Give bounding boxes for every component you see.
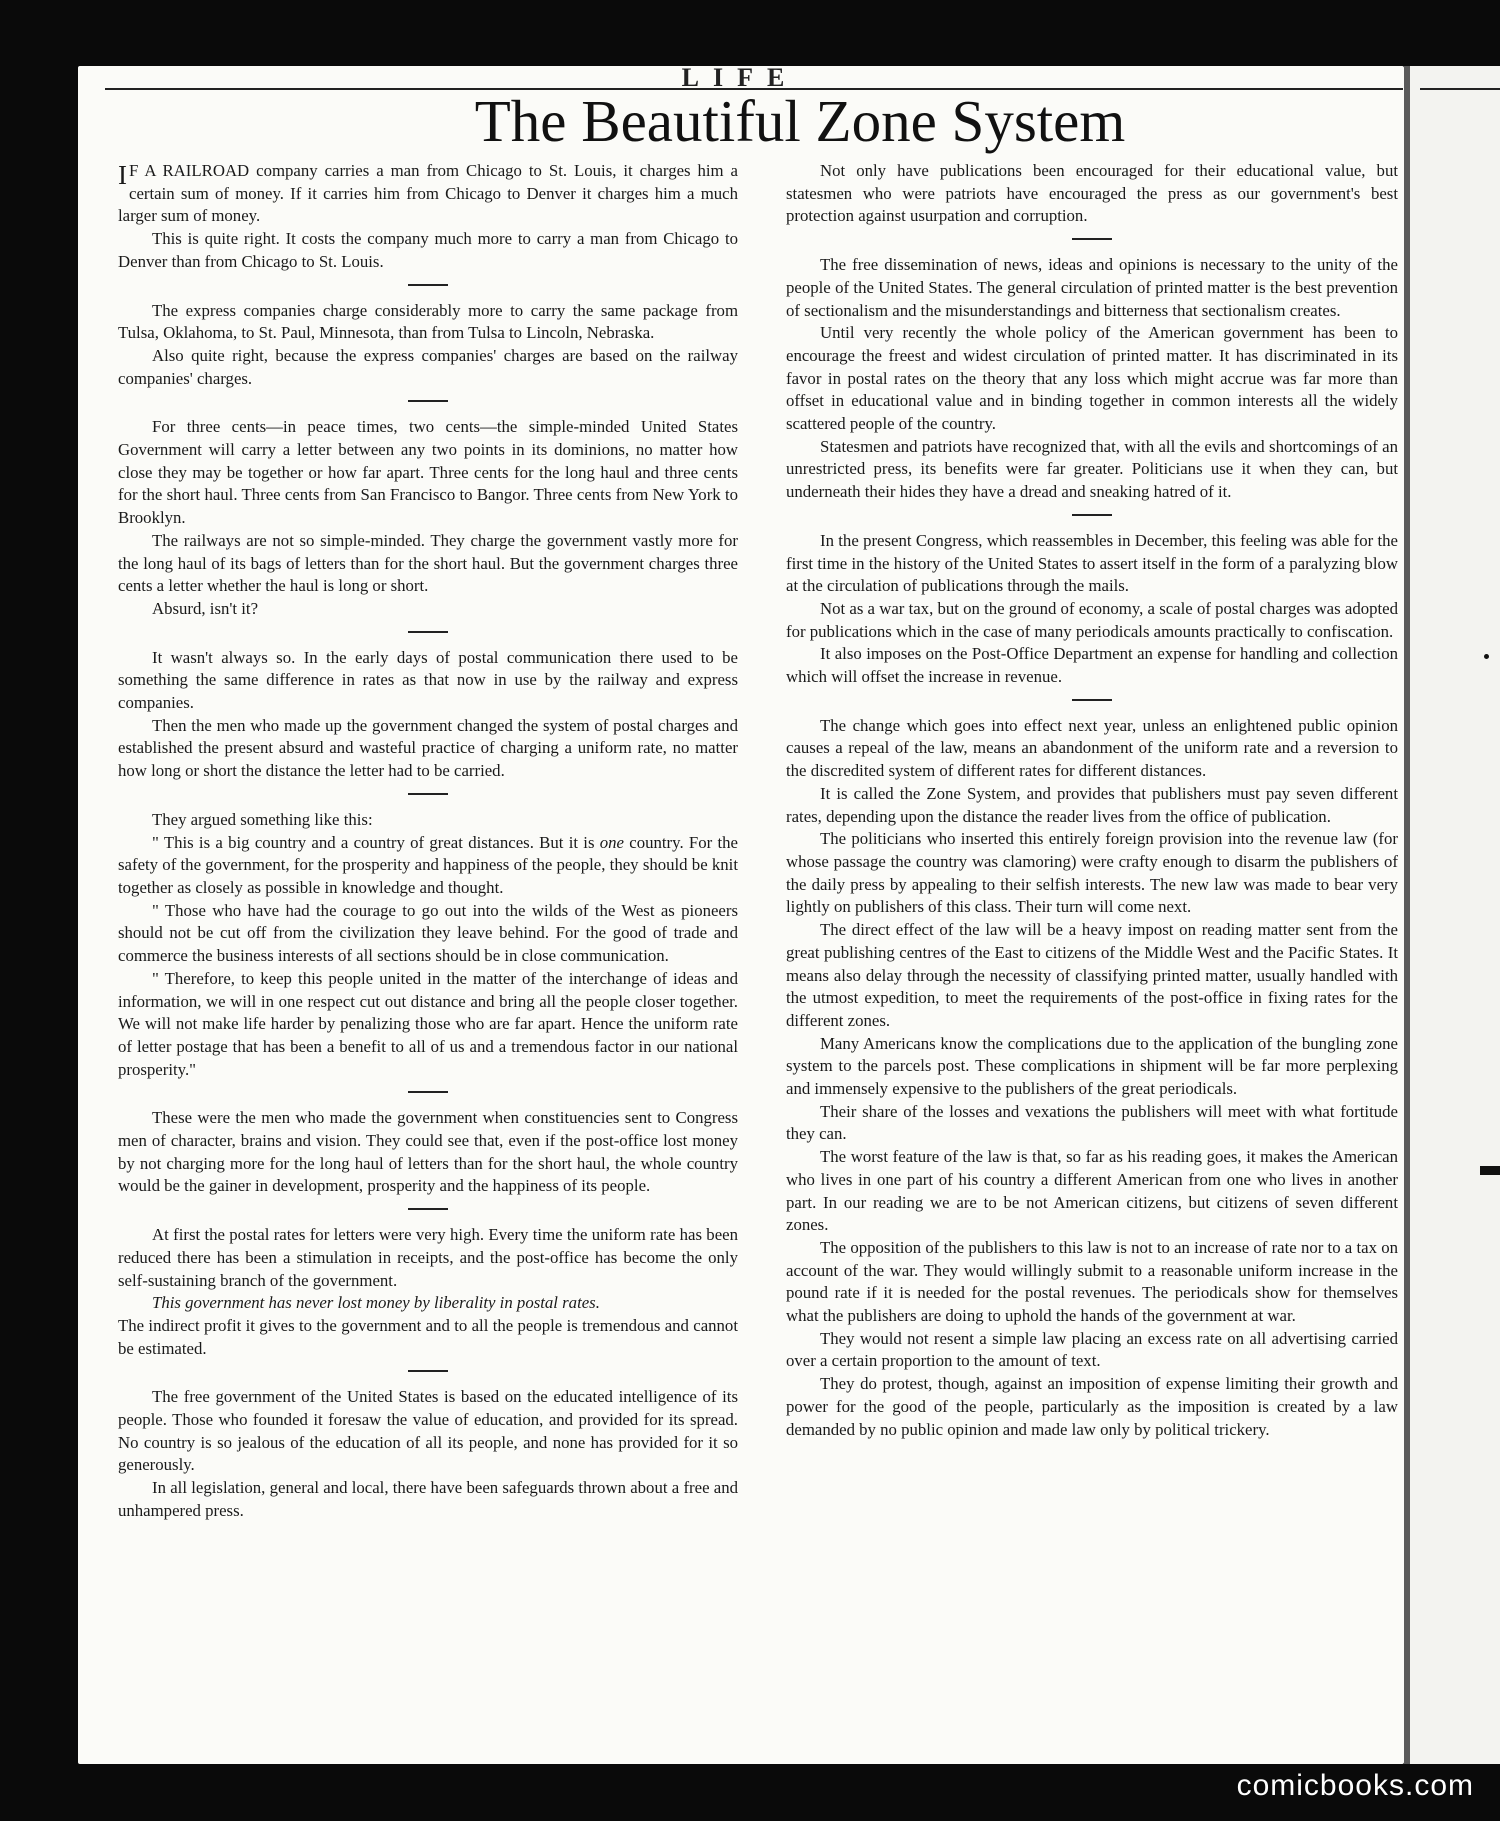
- scan-speck: [1484, 654, 1489, 659]
- lead-paragraph: [118, 160, 738, 228]
- edge-mark: [1480, 1166, 1500, 1175]
- section-divider: [1072, 514, 1112, 516]
- paragraph: They would not resent a simple law placing an excess rate on all advertising carried over a certain proportion to the amount of text.: [786, 1328, 1398, 1371]
- paragraph: Until very recently the whole policy of the American government has been to encourage the freest and widest circulation of printed matter. It has discriminated in its favor in postal rates on the theory that any loss which might accrue was far more than offset in educational value and in binding together in common interests all the widely scattered people of the country.: [786, 323, 1398, 434]
- quote-paragraph: " Therefore, to keep this people united in the matter of the interchange of ideas and information, we will in one respect cut out distance and bring all the people closer together. We will not make life harder by penalizing those who are far apart. Hence the uniform rate of letter postage that has been a benefit to all of us and a tremendous factor in our national prosperity.": [118, 968, 738, 1079]
- paragraph: It wasn't always so. In the early days of postal communication there used to be something the same difference in rates as that now in use by the railway and express companies.: [118, 647, 738, 713]
- section-divider: [408, 284, 448, 286]
- paragraph: For three cents—in peace times, two cents—the simple-minded United States Government will carry a letter between any two points in its dominions, no matter how close they may be together or how far apart. Three cents for the long haul and three cents for the short haul. Three cents from San Francisco to Bangor. Three cents from New York to Brooklyn.: [118, 417, 738, 528]
- paragraph: Then the men who made up the government changed the system of postal charges and established the present absurd and wasteful practice of charging a uniform rate, no matter how long or short the distance the letter had to be carried.: [118, 715, 738, 781]
- paragraph: The free dissemination of news, ideas and opinions is necessary to the unity of the people of the United States. The general circulation of printed matter is the best prevention of sectionalism and the misunderstandings and bitterness that sectionalism creates.: [786, 255, 1398, 320]
- paragraph: Absurd, isn't it?: [152, 598, 259, 618]
- paragraph: The indirect profit it gives to the government and to all the people is tremendous and cannot be estimated.: [118, 1315, 738, 1358]
- right-column: [786, 160, 1398, 1441]
- paragraph: Their share of the losses and vexations the publishers will meet with what fortitude they can.: [786, 1101, 1398, 1144]
- emphasis-word: one: [599, 832, 624, 852]
- quote-text: country. For the safety of the government, for the prosperity and happiness of the people, they should be knit together as closely as possible in knowledge and thought.: [118, 832, 738, 897]
- section-divider: [1072, 238, 1112, 240]
- paragraph: Also quite right, because the express companies' charges are based on the railway companies' charges.: [118, 345, 738, 388]
- paragraph: These were the men who made the government when constituencies sent to Congress men of character, brains and vision. They could see that, even if the post-office lost money by not charging more for the long haul of letters than for the short haul, the whole country would be the gainer in development, prosperity and the happiness of its people.: [118, 1108, 738, 1196]
- paragraph: The direct effect of the law will be a heavy impost on reading matter sent from the great publishing centres of the East to citizens of the Middle West and the Pacific States. It means also delay through the necessity of classifying printed matter, usually handled with the utmost expedition, to meet the requirements of the post-office in fixing rates for the different zones.: [786, 920, 1398, 1030]
- paragraph: It is called the Zone System, and provides that publishers must pay seven different rates, depending upon the distance the reader lives from the office of publication.: [786, 783, 1398, 826]
- paragraph: The free government of the United States is based on the educated intelligence of its people. Those who founded it foresaw the value of education, and provided for its spread. No country is so jealous of the education of all its people, and none has provided for it so generously.: [118, 1387, 738, 1475]
- paragraph: The worst feature of the law is that, so far as his reading goes, it makes the American who lives in one part of his country a different American from one who lives in another part. In our reading we are to be not American citizens, but citizens of seven different zones.: [786, 1147, 1398, 1235]
- paragraph: The change which goes into effect next year, unless an enlightened public opinion causes a repeal of the law, means an abandonment of the uniform rate and a reversion to the discredited system of different rates for different distances.: [786, 715, 1398, 781]
- paragraph: Statesmen and patriots have recognized that, with all the evils and shortcomings of an unrestricted press, its benefits were far greater. Politicians use it when they can, but underneath their hides they have a dread and sneaking hatred of it.: [786, 436, 1398, 502]
- page-gutter: [1404, 66, 1410, 1764]
- italic-statement: This government has never lost money by liberality in postal rates.: [152, 1293, 600, 1313]
- paragraph: This is quite right. It costs the company much more to carry a man from Chicago to Denver than from Chicago to St. Louis.: [118, 229, 738, 271]
- paragraph: At first the postal rates for letters were very high. Every time the uniform rate has been reduced there has been a stimulation in receipts, and the post-office has become the only self-sustaining branch of the government.: [118, 1225, 738, 1290]
- paragraph: The railways are not so simple-minded. They charge the government vastly more for the long haul of its bags of letters than for the short haul. But the government charges three cents a letter whether the haul is long or short.: [118, 530, 738, 596]
- section-divider: [408, 793, 448, 795]
- section-divider: [408, 400, 448, 402]
- paragraph: In the present Congress, which reassembles in December, this feeling was able for the first time in the history of the United States to assert itself in the form of a paralyzing blow at the circulation of publications through the mails.: [786, 530, 1398, 596]
- masthead-fragment: [620, 58, 860, 76]
- paragraph: The express companies charge considerably more to carry the same package from Tulsa, Oklahoma, to St. Paul, Minnesota, than from Tulsa to Lincoln, Nebraska.: [118, 300, 738, 343]
- paragraph: The politicians who inserted this entirely foreign provision into the revenue law (for whose passage the country was clamoring) were crafty enough to disarm the publishers of the daily press by appealing to their selfish interests. The new law was made to bear very lightly on publishers of this class. Their turn will come next.: [786, 829, 1398, 917]
- lead-text: F A RAILROAD company carries a man from Chicago to St. Louis, it charges him a certain sum of money. If it carries him from Chicago to Denver it charges him a much larger sum of money.: [118, 161, 738, 226]
- quote-text: " This is a big country and a country of great distances. But it is: [152, 832, 600, 852]
- watermark: comicbooks.com: [1236, 1769, 1474, 1802]
- adjacent-page-edge: [1410, 66, 1500, 1764]
- paragraph: Many Americans know the complications due to the application of the bungling zone system to the parcels post. These complications in shipment will be far more perplexing and immensely expensive to the publishers of the great periodicals.: [786, 1033, 1398, 1099]
- paragraph: Not as a war tax, but on the ground of economy, a scale of postal charges was adopted for publications which in the case of many periodicals amounts practically to confiscation.: [786, 598, 1398, 641]
- drop-cap: I: [118, 160, 127, 190]
- paragraph: Not only have publications been encouraged for their educational value, but statesmen who were patriots have encouraged the press as our government's best protection against usurpation and corruption.: [786, 161, 1398, 226]
- section-divider: [408, 1091, 448, 1093]
- paragraph: They argued something like this:: [152, 809, 373, 829]
- paragraph: They do protest, though, against an imposition of expense limiting their growth and power for the good of the people, particularly as the imposition is created by a law demanded by no public opinion and made law only by political trickery.: [786, 1374, 1398, 1439]
- quote-paragraph: " Those who have had the courage to go out into the wilds of the West as pioneers should not be cut off from the civilization they leave behind. For the good of trade and commerce the business interests of all sections should be in close communication.: [118, 900, 738, 966]
- section-divider: [408, 1370, 448, 1372]
- left-column: [118, 160, 738, 1523]
- section-divider: [408, 1208, 448, 1210]
- paragraph: It also imposes on the Post-Office Department an expense for handling and collection which will offset the increase in revenue.: [786, 644, 1398, 687]
- paragraph: In all legislation, general and local, there have been safeguards thrown about a free and unhampered press.: [118, 1478, 738, 1520]
- paragraph: The opposition of the publishers to this law is not to an increase of rate nor to a tax on account of the war. They would willingly submit to a reasonable uniform increase in the pound rate if it is needed for the postal revenues. The periodicals show for themselves what the publishers are doing to uphold the hands of the government at war.: [786, 1237, 1398, 1326]
- section-divider: [1072, 699, 1112, 701]
- section-divider: [408, 631, 448, 633]
- page-title: The Beautiful Zone System: [474, 88, 1126, 154]
- quote-paragraph: [118, 832, 738, 900]
